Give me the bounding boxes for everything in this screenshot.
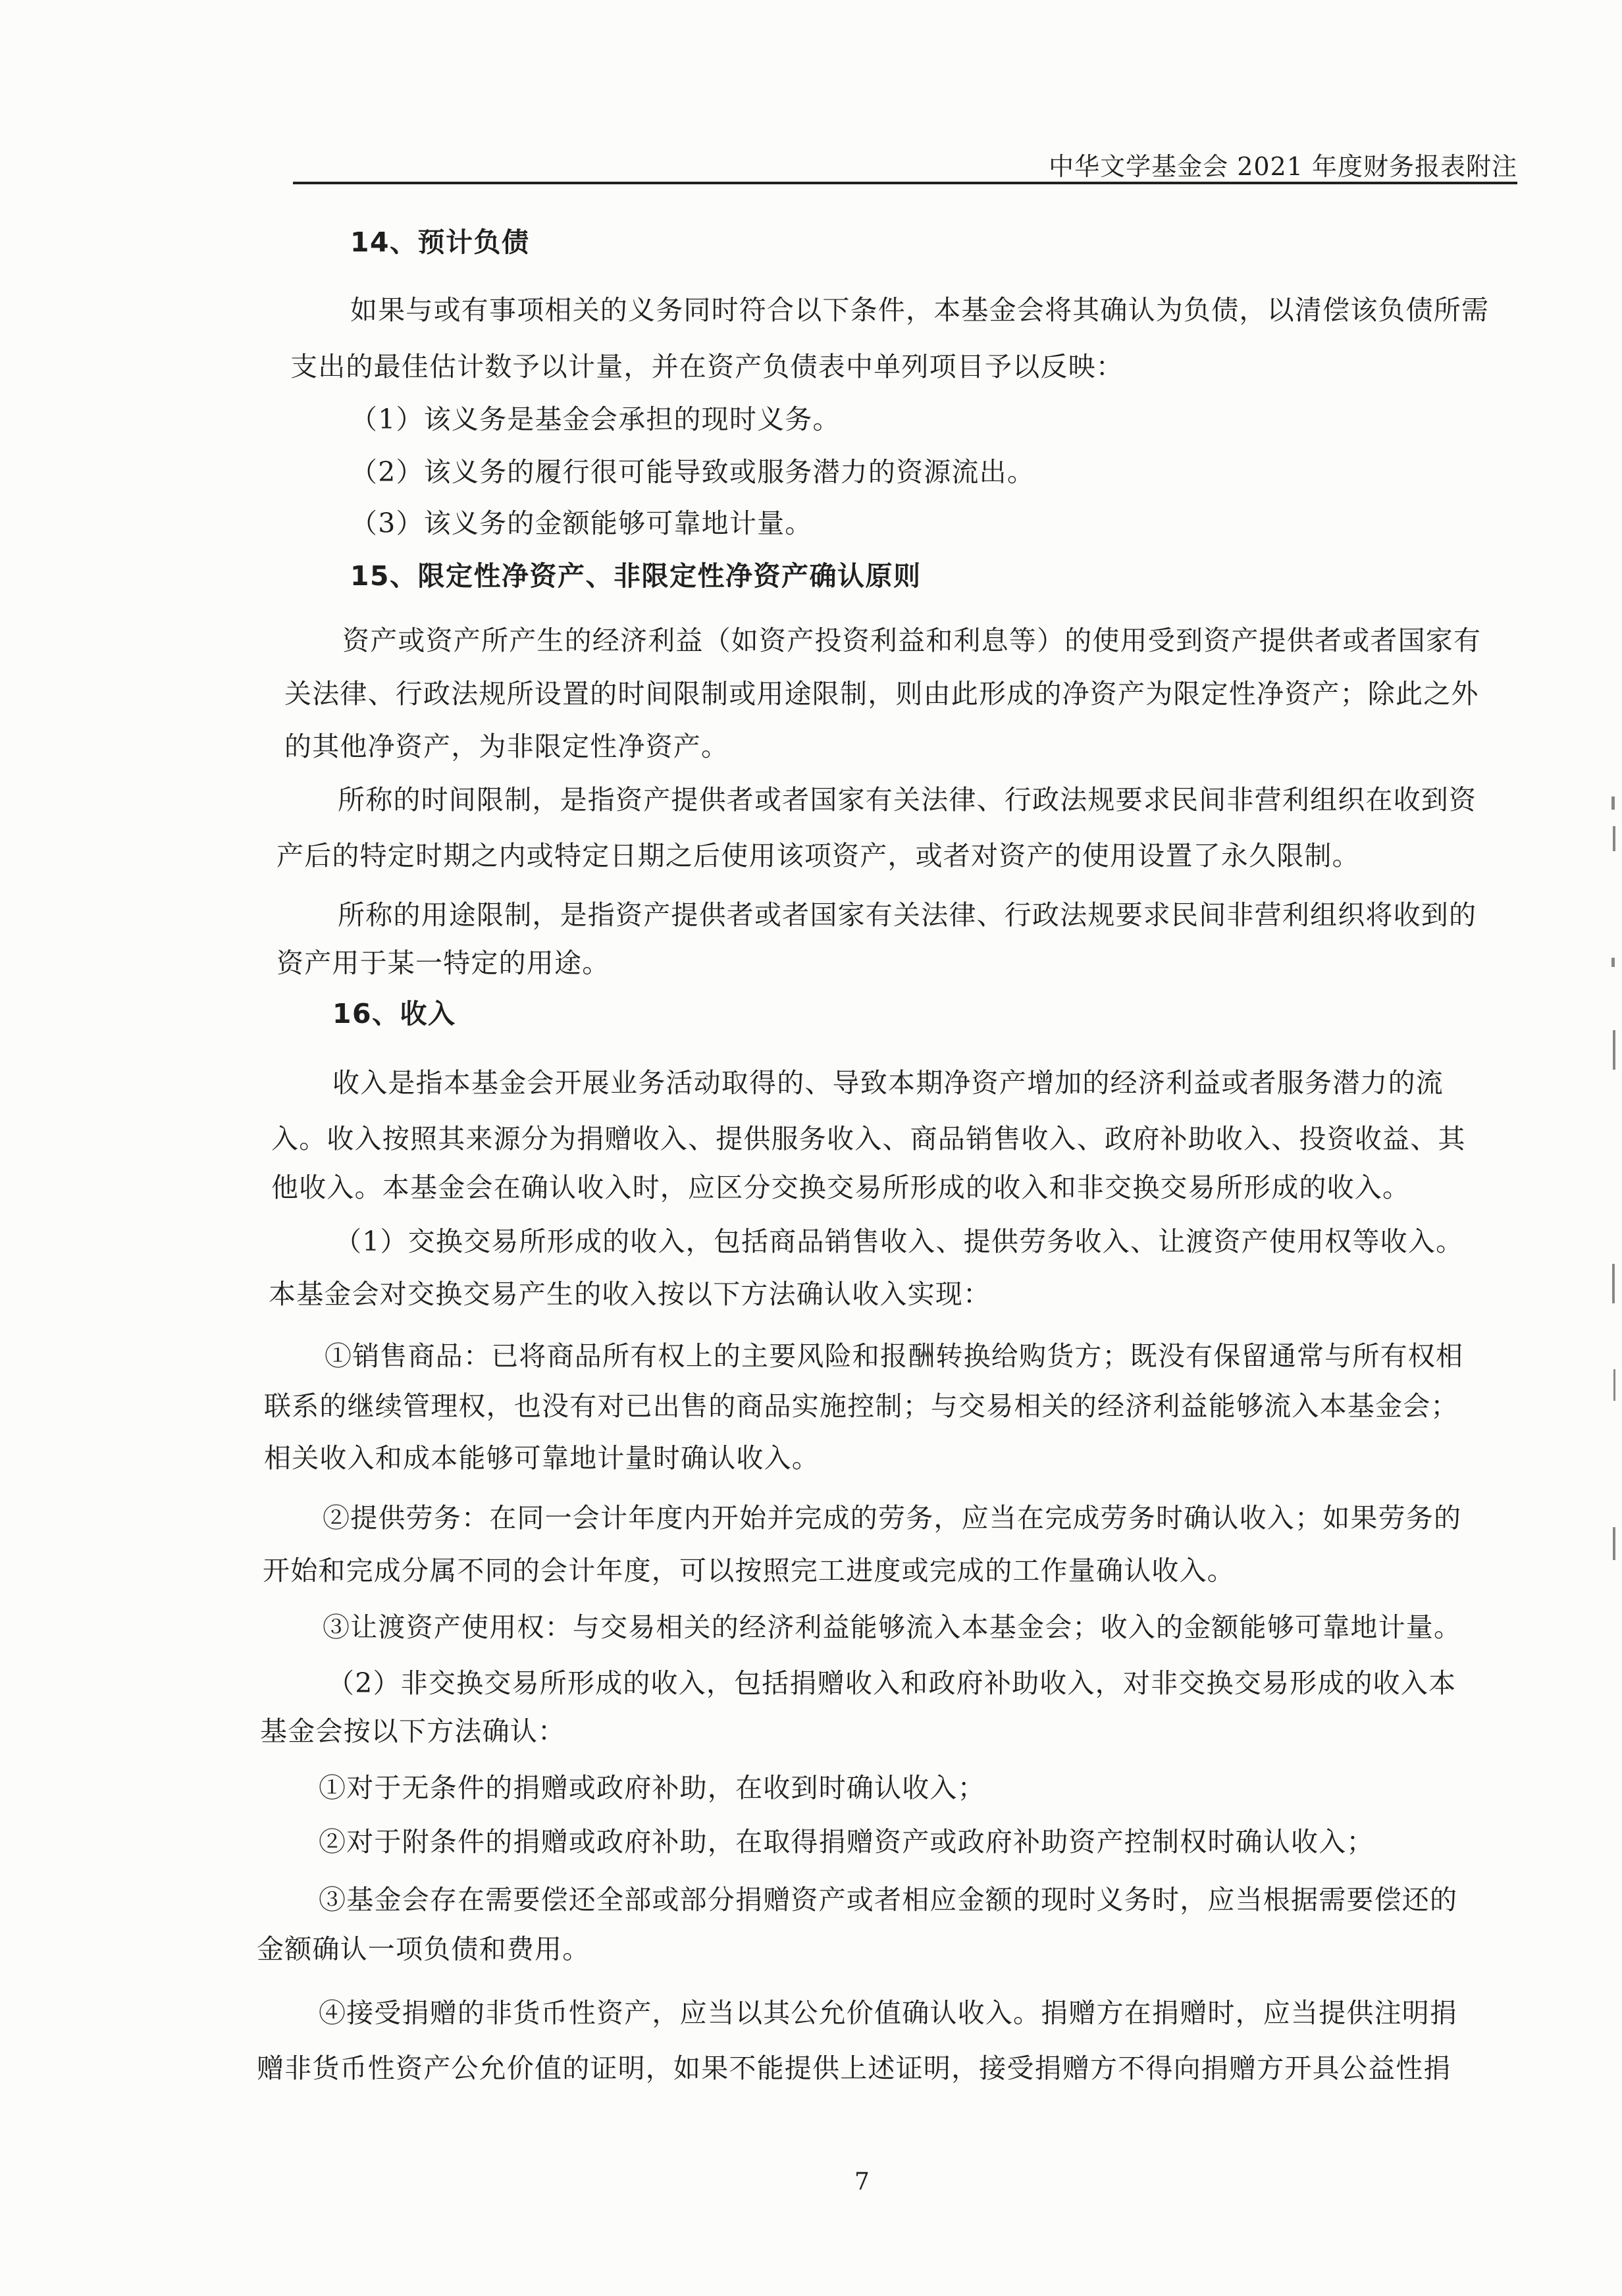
text-line: （2）该义务的履行很可能导致或服务潜力的资源流出。 <box>350 456 1035 488</box>
text-line: （2）非交换交易所形成的收入，包括捐赠收入和政府补助收入，对非交换交易形成的收入本 <box>327 1667 1457 1699</box>
text-line: ③让渡资产使用权：与交易相关的经济利益能够流入本基金会；收入的金额能够可靠地计量。 <box>323 1611 1462 1643</box>
text-line: （1）交换交易所形成的收入，包括商品销售收入、提供劳务收入、让渡资产使用权等收入。 <box>334 1226 1464 1257</box>
text-line: （3）该义务的金额能够可靠地计量。 <box>350 508 813 539</box>
text-line: 资产用于某一特定的用途。 <box>276 947 610 979</box>
scan-mark <box>1613 1527 1615 1560</box>
section-heading-16: 16、收入 <box>332 998 456 1030</box>
header-title: 中华文学基金会 2021 年度财务报表附注 <box>1049 152 1517 181</box>
text-line: 开始和完成分属不同的会计年度，可以按照完工进度或完成的工作量确认收入。 <box>263 1555 1235 1586</box>
scan-mark <box>1611 796 1615 810</box>
text-line: 关法律、行政法规所设置的时间限制或用途限制，则由此形成的净资产为限定性净资产；除此之外 <box>284 678 1479 710</box>
page-number: 7 <box>854 2168 870 2195</box>
text-line: 相关收入和成本能够可靠地计量时确认收入。 <box>264 1442 820 1474</box>
text-line: 所称的用途限制，是指资产提供者或者国家有关法律、行政法规要求民间非营利组织将收到的 <box>338 899 1477 931</box>
text-line: （1）该义务是基金会承担的现时义务。 <box>350 404 841 435</box>
text-line: 入。收入按照其来源分为捐赠收入、提供服务收入、商品销售收入、政府补助收入、投资收益、其 <box>271 1123 1466 1155</box>
text-line: 本基金会对交换交易产生的收入按以下方法确认收入实现： <box>269 1278 991 1310</box>
text-line: 资产或资产所产生的经济利益（如资产投资利益和利息等）的使用受到资产提供者或者国家有 <box>342 625 1482 656</box>
text-line: 产后的特定时期之内或特定日期之后使用该项资产，或者对资产的使用设置了永久限制。 <box>276 840 1360 872</box>
text-line: ④接受捐赠的非货币性资产，应当以其公允价值确认收入。捐赠方在捐赠时，应当提供注明捐 <box>319 1997 1458 2029</box>
text-line: 联系的继续管理权，也没有对已出售的商品实施控制；与交易相关的经济利益能够流入本基金会； <box>264 1390 1459 1422</box>
text-line: 基金会按以下方法确认： <box>260 1715 566 1747</box>
text-line: 支出的最佳估计数予以计量，并在资产负债表中单列项目予以反映： <box>290 351 1124 382</box>
header-rule <box>293 182 1517 184</box>
text-line: 赠非货币性资产公允价值的证明，如果不能提供上述证明，接受捐赠方不得向捐赠方开具公益性捐 <box>257 2052 1452 2084</box>
scan-mark <box>1613 826 1615 851</box>
page-header <box>293 138 1517 184</box>
scan-mark <box>1613 1369 1615 1401</box>
scan-mark <box>1611 958 1615 967</box>
scan-mark <box>1613 1030 1615 1070</box>
text-line: 金额确认一项负债和费用。 <box>257 1933 590 1965</box>
text-line: 的其他净资产，为非限定性净资产。 <box>284 731 729 762</box>
text-line: ②对于附条件的捐赠或政府补助，在取得捐赠资产或政府补助资产控制权时确认收入； <box>319 1826 1374 1858</box>
text-line: 如果与或有事项相关的义务同时符合以下条件，本基金会将其确认为负债，以清偿该负债所需 <box>350 294 1490 326</box>
text-line: ①销售商品：已将商品所有权上的主要风险和报酬转换给购货方；既没有保留通常与所有权相 <box>325 1340 1464 1372</box>
section-heading-14: 14、预计负债 <box>350 226 530 258</box>
text-line: ②提供劳务：在同一会计年度内开始并完成的劳务，应当在完成劳务时确认收入；如果劳务的 <box>323 1502 1462 1534</box>
text-line: ①对于无条件的捐赠或政府补助，在收到时确认收入； <box>319 1772 985 1804</box>
section-heading-15: 15、限定性净资产、非限定性净资产确认原则 <box>350 560 922 592</box>
text-line: 他收入。本基金会在确认收入时，应区分交换交易所形成的收入和非交换交易所形成的收入。 <box>271 1172 1411 1203</box>
scan-mark <box>1612 1264 1615 1303</box>
text-line: 收入是指本基金会开展业务活动取得的、导致本期净资产增加的经济利益或者服务潜力的流 <box>332 1067 1444 1099</box>
text-line: ③基金会存在需要偿还全部或部分捐赠资产或者相应金额的现时义务时，应当根据需要偿还的 <box>319 1884 1458 1916</box>
text-line: 所称的时间限制，是指资产提供者或者国家有关法律、行政法规要求民间非营利组织在收到资 <box>338 784 1477 816</box>
